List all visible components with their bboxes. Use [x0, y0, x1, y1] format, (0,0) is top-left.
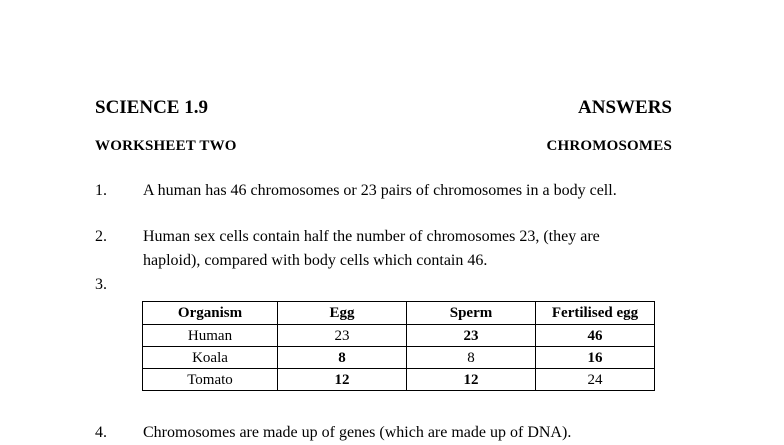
- column-header: Sperm: [407, 302, 536, 325]
- table-header-row: [143, 302, 655, 325]
- question-answer: [143, 179, 703, 203]
- question-answer: [143, 421, 703, 445]
- organism-cell: Human: [143, 325, 278, 347]
- organism-cell: Koala: [143, 347, 278, 369]
- answers-label: ANSWERS: [578, 97, 672, 118]
- table-row: [143, 347, 655, 369]
- organism-cell: Tomato: [143, 369, 278, 391]
- count-cell: 8: [278, 347, 407, 369]
- course-title: SCIENCE 1.9: [95, 97, 208, 118]
- worksheet-label: WORKSHEET TWO: [95, 138, 237, 154]
- answer-line: Human sex cells contain half the number of chromosomes 23, (they are: [143, 228, 600, 245]
- chromosome-table: [142, 301, 655, 391]
- answer-line: A human has 46 chromosomes or 23 pairs of chromosomes in a body cell.: [143, 182, 617, 199]
- count-cell: 23: [407, 325, 536, 347]
- count-cell: 23: [278, 325, 407, 347]
- table-body: [143, 325, 655, 391]
- count-cell: 46: [536, 325, 655, 347]
- question-number: 1.: [95, 182, 107, 199]
- column-header: Egg: [278, 302, 407, 325]
- table-row: [143, 369, 655, 391]
- question-number: 3.: [95, 276, 107, 293]
- question-number: 4.: [95, 424, 107, 441]
- count-cell: 8: [407, 347, 536, 369]
- question-number: 2.: [95, 228, 107, 245]
- count-cell: 16: [536, 347, 655, 369]
- count-cell: 12: [407, 369, 536, 391]
- column-header: Fertilised egg: [536, 302, 655, 325]
- count-cell: 24: [536, 369, 655, 391]
- count-cell: 12: [278, 369, 407, 391]
- column-header: Organism: [143, 302, 278, 325]
- question-answer: [143, 225, 703, 273]
- answer-line: Chromosomes are made up of genes (which are made up of DNA).: [143, 424, 572, 441]
- table-row: [143, 325, 655, 347]
- topic-label: CHROMOSOMES: [546, 138, 672, 154]
- answer-line: haploid), compared with body cells which contain 46.: [143, 252, 488, 269]
